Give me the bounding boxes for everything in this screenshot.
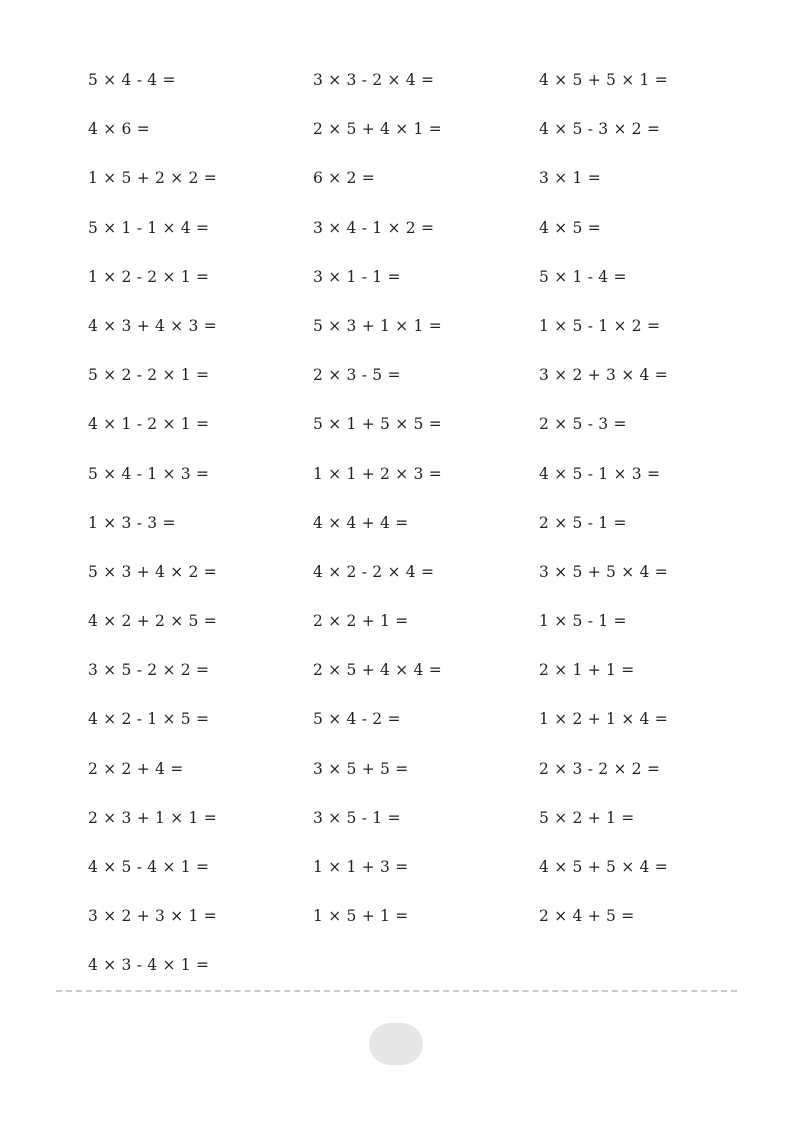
math-problem: 1 × 2 + 1 × 4 = bbox=[539, 710, 668, 729]
math-problem: 5 × 3 + 1 × 1 = bbox=[313, 316, 442, 335]
math-problem: 5 × 3 + 4 × 2 = bbox=[88, 562, 217, 581]
math-problem: 2 × 5 - 1 = bbox=[539, 513, 627, 532]
math-problem: 4 × 5 + 5 × 4 = bbox=[539, 858, 668, 876]
problem-column-2 bbox=[313, 70, 513, 955]
page-number-badge bbox=[369, 1023, 423, 1065]
math-problem: 3 × 5 + 5 × 4 = bbox=[539, 562, 668, 581]
math-problem: 3 × 3 - 2 × 4 = bbox=[313, 71, 435, 89]
math-problem: 1 × 1 + 2 × 3 = bbox=[313, 464, 442, 483]
math-problem: 2 × 3 - 2 × 2 = bbox=[539, 759, 661, 778]
math-problem: 5 × 1 - 4 = bbox=[539, 267, 627, 286]
math-problem: 1 × 2 - 2 × 1 = bbox=[88, 267, 210, 286]
math-problem: 5 × 2 - 2 × 1 = bbox=[88, 366, 210, 385]
math-problem: 1 × 5 + 1 = bbox=[313, 907, 409, 926]
math-problem: 2 × 5 + 4 × 4 = bbox=[313, 661, 442, 680]
math-problem: 4 × 2 - 1 × 5 = bbox=[88, 710, 210, 729]
math-problem: 2 × 5 + 4 × 1 = bbox=[313, 120, 442, 139]
math-problem: 2 × 2 + 4 = bbox=[88, 759, 184, 778]
math-problem: 4 × 6 = bbox=[88, 120, 150, 139]
math-problem: 4 × 5 + 5 × 1 = bbox=[539, 71, 668, 89]
math-problem: 3 × 5 - 1 = bbox=[313, 808, 401, 827]
problem-column-1 bbox=[88, 70, 288, 1005]
math-problem: 6 × 2 = bbox=[313, 169, 375, 188]
math-problem: 1 × 3 - 3 = bbox=[88, 513, 176, 532]
math-problem: 2 × 3 - 5 = bbox=[313, 366, 401, 385]
math-problem: 3 × 2 + 3 × 1 = bbox=[88, 907, 217, 926]
math-problem: 4 × 5 - 4 × 1 = bbox=[88, 858, 210, 876]
math-problem: 4 × 2 + 2 × 5 = bbox=[88, 612, 217, 631]
math-problem: 3 × 5 - 2 × 2 = bbox=[88, 661, 210, 680]
math-problem: 4 × 2 - 2 × 4 = bbox=[313, 562, 435, 581]
math-problem: 2 × 2 + 1 = bbox=[313, 612, 409, 631]
problem-column-3 bbox=[539, 70, 739, 955]
math-problem: 4 × 5 = bbox=[539, 218, 601, 237]
math-problem: 3 × 1 = bbox=[539, 169, 601, 188]
math-problem: 4 × 4 + 4 = bbox=[313, 513, 409, 532]
math-problem: 2 × 4 + 5 = bbox=[539, 907, 635, 926]
math-problem: 5 × 1 - 1 × 4 = bbox=[88, 218, 210, 237]
math-problem: 5 × 1 + 5 × 5 = bbox=[313, 415, 442, 434]
math-problem: 4 × 5 - 1 × 3 = bbox=[539, 464, 661, 483]
math-problem: 5 × 4 - 1 × 3 = bbox=[88, 464, 210, 483]
math-problem: 4 × 3 + 4 × 3 = bbox=[88, 316, 217, 335]
math-problem: 5 × 4 - 4 = bbox=[88, 71, 176, 89]
math-problem: 1 × 1 + 3 = bbox=[313, 858, 409, 876]
dashed-divider bbox=[56, 990, 737, 992]
math-problem: 3 × 1 - 1 = bbox=[313, 267, 401, 286]
math-problem: 5 × 2 + 1 = bbox=[539, 808, 635, 827]
math-problem: 3 × 4 - 1 × 2 = bbox=[313, 218, 435, 237]
math-problem: 4 × 3 - 4 × 1 = bbox=[88, 956, 210, 975]
math-problem: 1 × 5 - 1 × 2 = bbox=[539, 316, 661, 335]
math-problem: 2 × 3 + 1 × 1 = bbox=[88, 808, 217, 827]
math-problem: 2 × 5 - 3 = bbox=[539, 415, 627, 434]
math-problem: 5 × 4 - 2 = bbox=[313, 710, 401, 729]
math-problem: 4 × 5 - 3 × 2 = bbox=[539, 120, 661, 139]
math-problem: 1 × 5 - 1 = bbox=[539, 612, 627, 631]
math-problem: 3 × 5 + 5 = bbox=[313, 759, 409, 778]
math-problem: 2 × 1 + 1 = bbox=[539, 661, 635, 680]
math-problem: 4 × 1 - 2 × 1 = bbox=[88, 415, 210, 434]
math-problem: 3 × 2 + 3 × 4 = bbox=[539, 366, 668, 385]
math-problem: 1 × 5 + 2 × 2 = bbox=[88, 169, 217, 188]
